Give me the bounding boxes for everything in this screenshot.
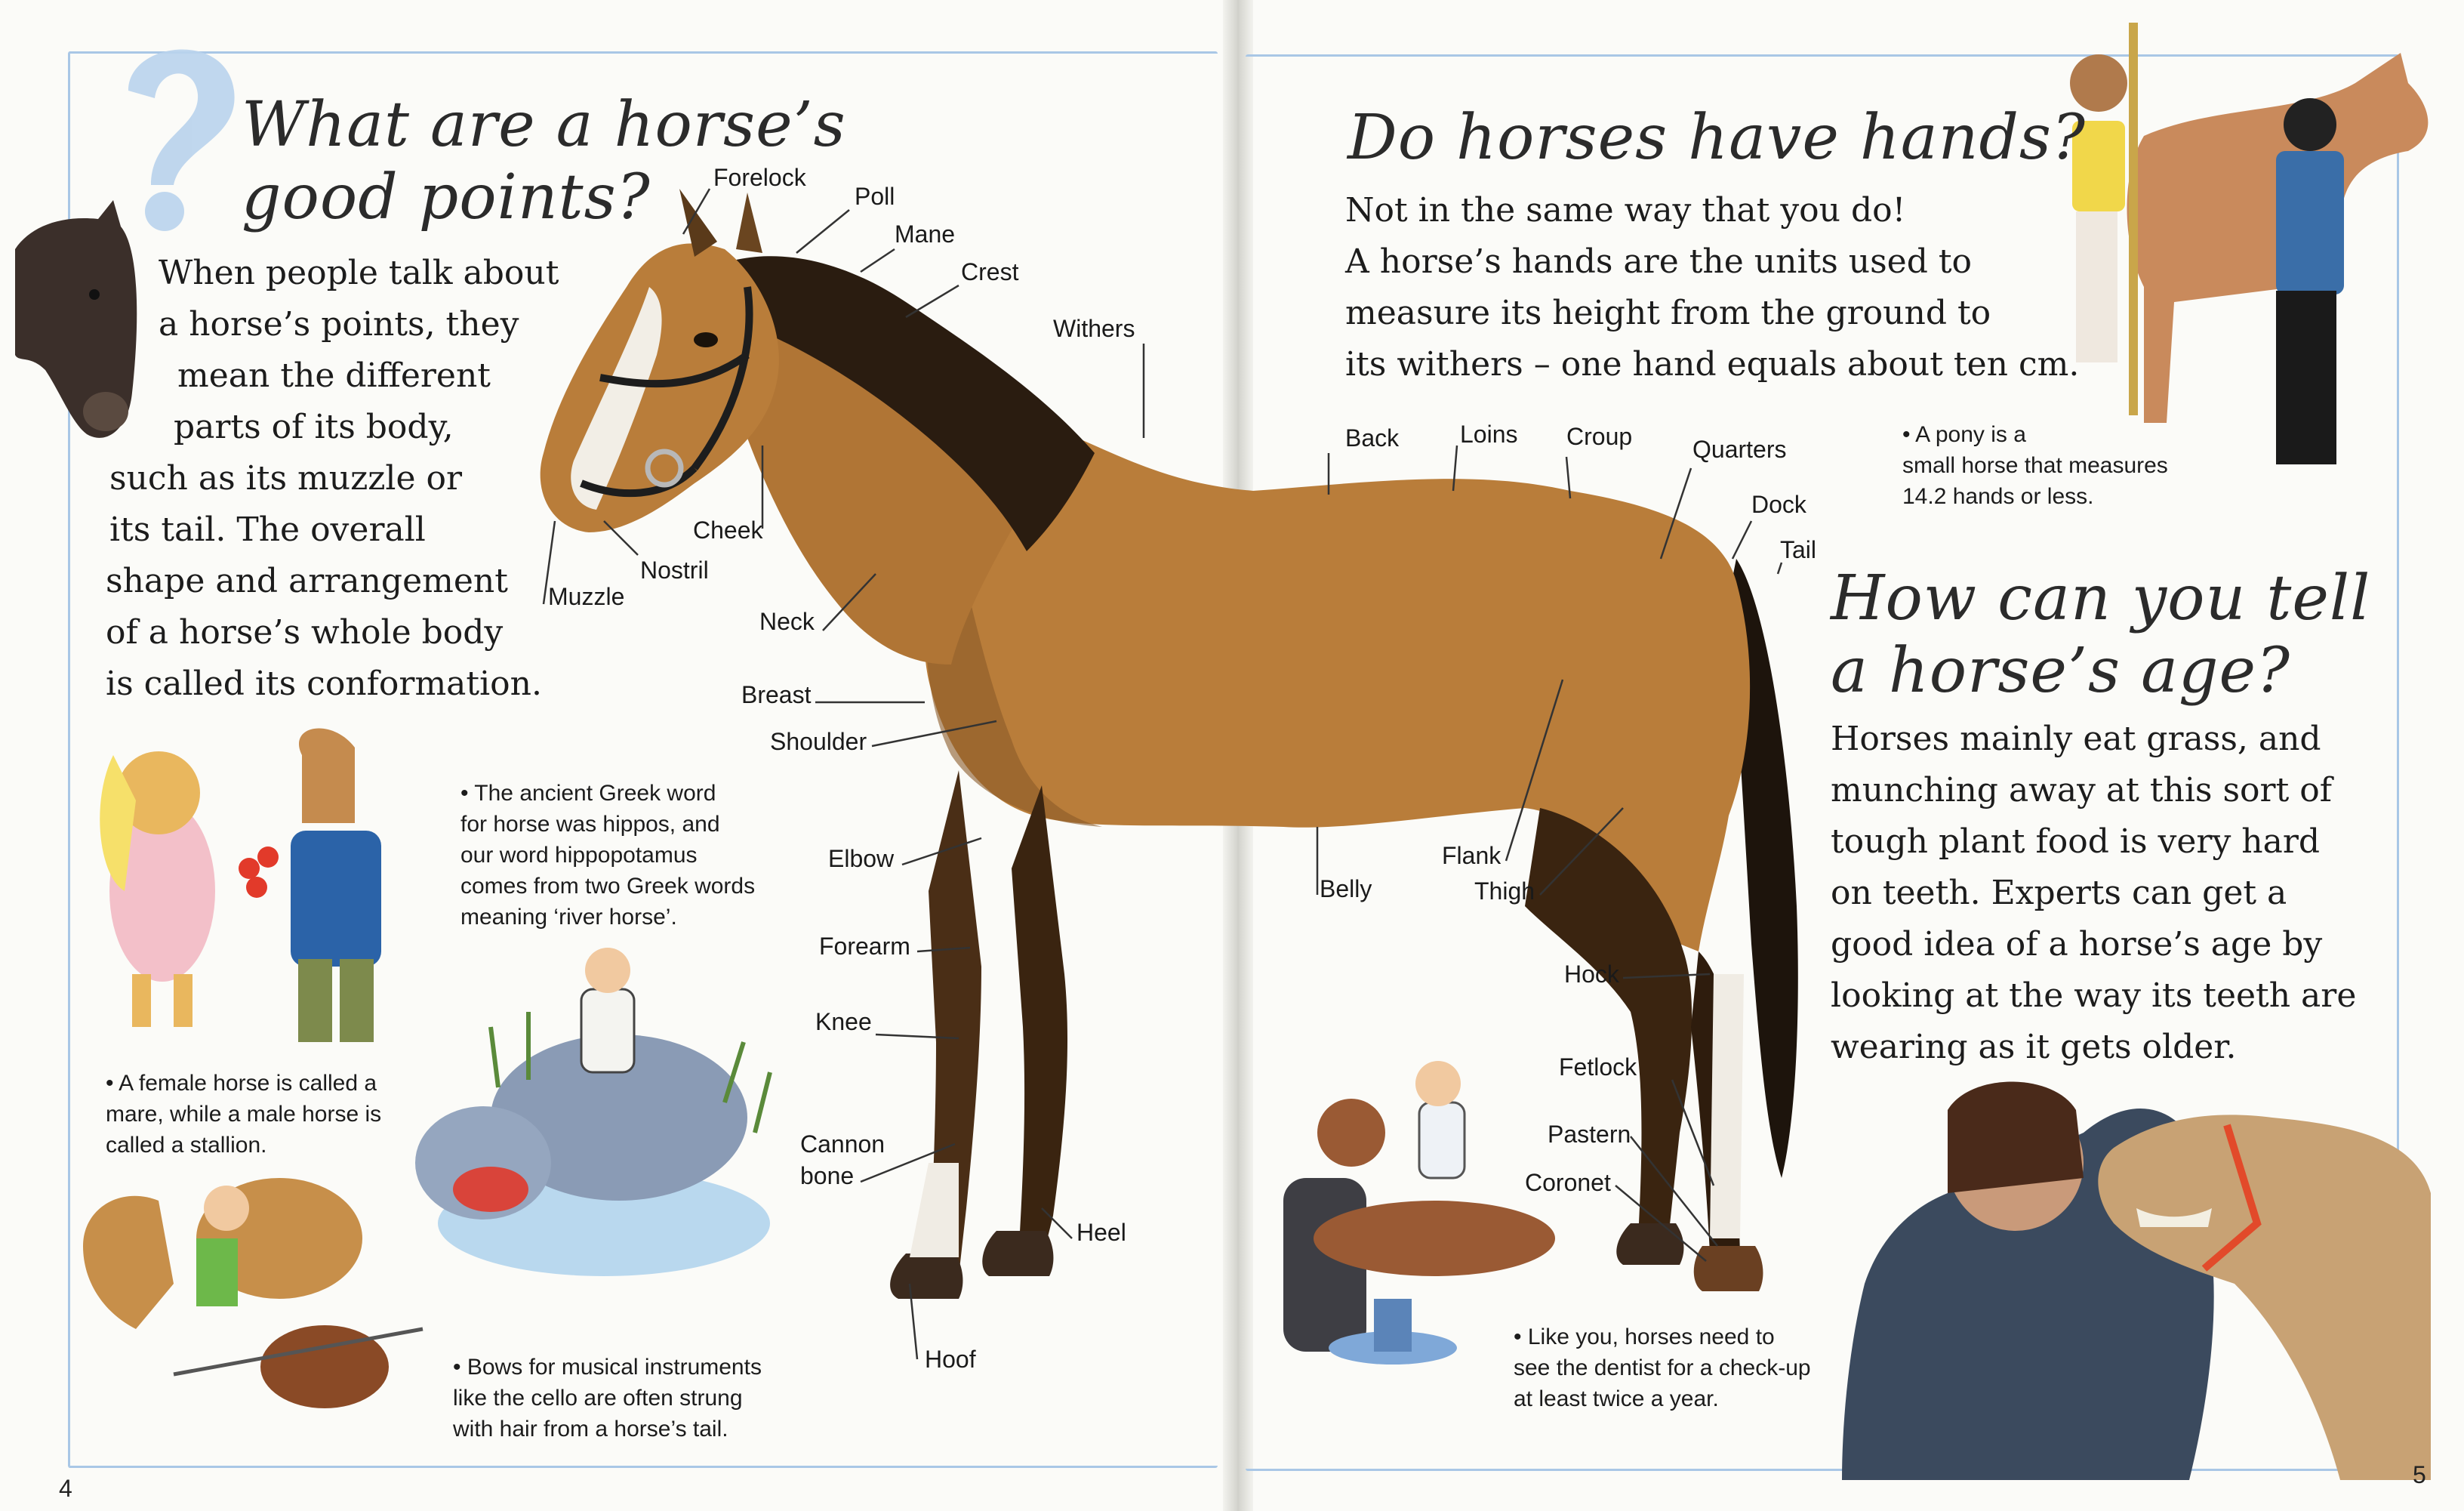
fact-line: small horse that measures bbox=[1902, 453, 2168, 478]
cartoon-horses-illustration bbox=[100, 729, 381, 1042]
label-withers: Withers bbox=[1053, 315, 1135, 342]
intro-line: its tail. The overall bbox=[109, 510, 426, 549]
left-heading-line-2: good points? bbox=[242, 162, 651, 233]
label-mane: Mane bbox=[895, 220, 956, 248]
page-number-left: 4 bbox=[59, 1475, 72, 1502]
label-croup: Croup bbox=[1566, 423, 1633, 450]
label-flank: Flank bbox=[1442, 842, 1502, 869]
hippo-illustration bbox=[415, 948, 770, 1276]
fact-line: • A female horse is called a bbox=[106, 1071, 377, 1096]
age-line: munching away at this sort of bbox=[1831, 771, 2333, 809]
label-knee: Knee bbox=[815, 1008, 872, 1035]
heading-age bbox=[1831, 563, 2370, 708]
label-muzzle: Muzzle bbox=[548, 583, 625, 610]
hands-line: Not in the same way that you do! bbox=[1345, 191, 1906, 230]
intro-line: a horse’s points, they bbox=[159, 305, 519, 344]
age-line: Horses mainly eat grass, and bbox=[1831, 720, 2321, 758]
intro-line: is called its conformation. bbox=[106, 665, 542, 703]
horse-dentist-illustration bbox=[1283, 1061, 1555, 1365]
label-back: Back bbox=[1345, 424, 1400, 452]
label-fetlock: Fetlock bbox=[1559, 1053, 1637, 1081]
fact-greek bbox=[460, 778, 755, 933]
intro-line: When people talk about bbox=[159, 254, 559, 292]
intro-line: shape and arrangement bbox=[106, 562, 508, 600]
fact-line: comes from two Greek words bbox=[460, 874, 756, 899]
fact-line: mare, while a male horse is bbox=[106, 1102, 382, 1127]
hands-paragraph bbox=[1345, 185, 2079, 390]
label-coronet: Coronet bbox=[1525, 1169, 1611, 1196]
label-breast: Breast bbox=[741, 681, 812, 708]
age-line: looking at the way its teeth are bbox=[1831, 976, 2357, 1015]
fact-line: 14.2 hands or less. bbox=[1902, 484, 2094, 509]
label-hoof: Hoof bbox=[925, 1346, 976, 1373]
label-neck: Neck bbox=[759, 608, 815, 635]
label-heel: Heel bbox=[1076, 1219, 1126, 1246]
page-number-right: 5 bbox=[2413, 1461, 2426, 1488]
age-line: tough plant food is very hard bbox=[1831, 822, 2321, 861]
label-poll: Poll bbox=[855, 183, 895, 210]
fact-line: • A pony is a bbox=[1902, 422, 2026, 447]
fact-line: with hair from a horse’s tail. bbox=[453, 1417, 728, 1442]
left-heading bbox=[242, 89, 846, 234]
fact-bows bbox=[453, 1352, 762, 1445]
hands-line: A horse’s hands are the units used to bbox=[1345, 242, 1973, 281]
label-nostril: Nostril bbox=[640, 557, 709, 584]
fact-line: • Like you, horses need to bbox=[1514, 1324, 1775, 1349]
label-cannon: Cannon bbox=[800, 1130, 886, 1158]
intro-line: of a horse’s whole body bbox=[106, 613, 504, 652]
age-line: on teeth. Experts can get a bbox=[1831, 874, 2287, 912]
intro-line: parts of its body, bbox=[174, 408, 454, 446]
age-paragraph bbox=[1831, 714, 2356, 1073]
label-dock: Dock bbox=[1751, 491, 1806, 518]
label-forelock: Forelock bbox=[713, 164, 806, 191]
question-mark-icon bbox=[128, 49, 235, 231]
hands-line: its withers – one hand equals about ten cm. bbox=[1345, 345, 2080, 384]
left-heading-line-1: What are a horse’s bbox=[242, 89, 846, 161]
pony-measuring-illustration bbox=[2070, 23, 2428, 464]
label-thigh: Thigh bbox=[1474, 877, 1535, 905]
hands-line: measure its height from the ground to bbox=[1345, 294, 1991, 332]
fact-line: like the cello are often strung bbox=[453, 1386, 743, 1411]
left-intro-paragraph bbox=[106, 248, 559, 710]
fact-pony bbox=[1902, 419, 2168, 512]
label-belly: Belly bbox=[1320, 875, 1372, 902]
heading-hands: Do horses have hands? bbox=[1348, 102, 2086, 174]
age-line: wearing as it gets older. bbox=[1831, 1028, 2237, 1066]
age-line: good idea of a horse’s age by bbox=[1831, 925, 2323, 964]
label-crest: Crest bbox=[961, 258, 1019, 285]
label-hock: Hock bbox=[1564, 961, 1619, 988]
heading-age-line-1: How can you tell bbox=[1831, 563, 2371, 634]
fact-line: meaning ‘river horse’. bbox=[460, 905, 677, 930]
label-pastern: Pastern bbox=[1548, 1121, 1631, 1148]
fact-line: see the dentist for a check-up bbox=[1514, 1355, 1811, 1380]
intro-line: mean the different bbox=[177, 356, 491, 395]
heading-age-line-2: a horse’s age? bbox=[1831, 635, 2291, 707]
label-quarters: Quarters bbox=[1692, 436, 1787, 463]
fact-line: • The ancient Greek word bbox=[460, 781, 716, 806]
fact-line: for horse was hippos, and bbox=[460, 812, 720, 837]
label-loins: Loins bbox=[1460, 421, 1518, 448]
fact-line: • Bows for musical instruments bbox=[453, 1355, 762, 1380]
intro-line: such as its muzzle or bbox=[109, 459, 463, 498]
fact-line: our word hippopotamus bbox=[460, 843, 698, 868]
fact-dentist bbox=[1514, 1321, 1811, 1414]
fact-line: at least twice a year. bbox=[1514, 1386, 1719, 1411]
label-forearm: Forearm bbox=[819, 933, 910, 960]
fact-mare bbox=[106, 1068, 381, 1161]
label-tail: Tail bbox=[1780, 536, 1817, 563]
label-bone: bone bbox=[800, 1162, 855, 1189]
label-cheek: Cheek bbox=[693, 517, 763, 544]
cello-illustration bbox=[83, 1178, 423, 1408]
label-elbow: Elbow bbox=[828, 845, 895, 872]
fact-line: called a stallion. bbox=[106, 1133, 267, 1158]
horse-teeth-illustration bbox=[1842, 1082, 2431, 1481]
label-shoulder: Shoulder bbox=[770, 728, 867, 755]
